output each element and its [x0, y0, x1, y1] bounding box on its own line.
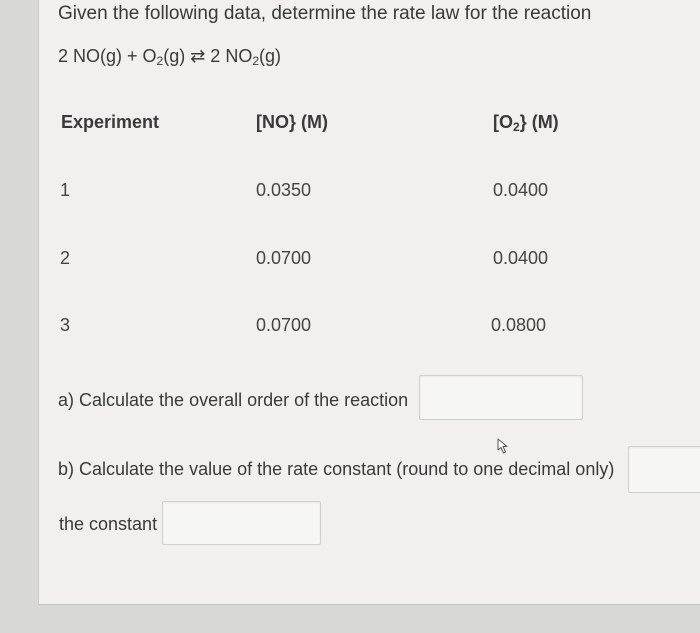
- header-no-concentration: [NO} (M): [256, 112, 328, 132]
- equation-part: (g): [259, 46, 282, 66]
- row-1-no: 0.0350: [256, 180, 312, 200]
- equation-part: 2 NO(g) + O: [58, 46, 157, 66]
- header-o2-suffix: } (M): [519, 112, 559, 132]
- reaction-equation: [58, 46, 281, 67]
- row-2-no: 0.0700: [256, 248, 312, 268]
- row-3-o2: 0.0800: [491, 315, 547, 335]
- part-a-label: a) Calculate the overall order of the reaction: [58, 390, 409, 410]
- equation-subscript: 2: [156, 54, 164, 68]
- header-o2-subscript: 2: [513, 120, 520, 134]
- equation-subscript: 2: [252, 54, 260, 68]
- question-text: Given the following data, determine the rate law for the reaction: [58, 3, 592, 24]
- constant-input[interactable]: [162, 501, 321, 545]
- row-1-o2: 0.0400: [493, 180, 549, 200]
- constant-label: the constant: [59, 514, 158, 534]
- rate-constant-input[interactable]: [628, 446, 700, 493]
- header-o2-concentration: [493, 112, 559, 133]
- row-3-no: 0.0700: [256, 315, 312, 335]
- header-o2-prefix: [O: [493, 112, 513, 132]
- row-3-experiment: 3: [60, 315, 71, 335]
- row-2-experiment: 2: [60, 248, 71, 268]
- mouse-pointer-icon: [497, 438, 511, 454]
- part-b-label: b) Calculate the value of the rate constant (round to one decimal only): [58, 459, 615, 479]
- order-input[interactable]: [419, 375, 583, 420]
- row-1-experiment: 1: [60, 180, 71, 200]
- header-experiment: Experiment: [61, 112, 160, 132]
- row-2-o2: 0.0400: [493, 248, 549, 268]
- equation-part: (g) ⇄ 2 NO: [163, 46, 253, 66]
